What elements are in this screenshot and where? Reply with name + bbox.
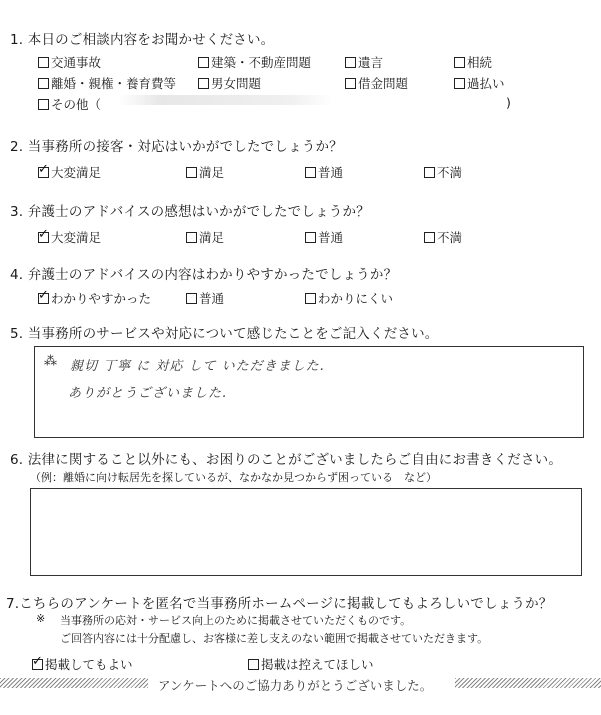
checkbox[interactable] bbox=[198, 57, 209, 68]
q5-answer-line-1: 親切 丁寧 に 対応 して いただきました. bbox=[70, 359, 325, 374]
q1-option-other[interactable]: その他（ bbox=[38, 95, 101, 113]
q7-note-mark: ※ bbox=[36, 612, 46, 625]
q1-other-close-paren: ) bbox=[506, 95, 511, 110]
q4-option-hard[interactable]: わかりにくい bbox=[305, 289, 393, 307]
checkbox[interactable] bbox=[305, 293, 316, 304]
q1-option-will[interactable]: 遺言 bbox=[345, 53, 383, 71]
q3-option-satisfied[interactable]: 満足 bbox=[186, 228, 224, 246]
checkbox[interactable] bbox=[38, 57, 49, 68]
checkbox[interactable] bbox=[38, 99, 49, 110]
checkbox[interactable] bbox=[424, 232, 435, 243]
checkbox-checked[interactable] bbox=[38, 161, 49, 178]
q3-option-dissatisfied[interactable]: 不満 bbox=[424, 228, 462, 246]
q7-option-ok[interactable]: ✓ 掲載してもよい bbox=[32, 653, 133, 672]
q2-option-dissatisfied[interactable]: 不満 bbox=[424, 163, 462, 181]
q4-option-easy[interactable]: ✓ わかりやすかった bbox=[38, 287, 152, 306]
q4-title: 4. 弁護士のアドバイスの内容はわかりやすかったでしょうか？ bbox=[10, 267, 398, 283]
q3-option-very-satisfied[interactable]: ✓ 大変満足 bbox=[38, 226, 102, 245]
checkbox[interactable] bbox=[454, 78, 465, 89]
checkbox[interactable] bbox=[38, 78, 49, 89]
q5-answer-mark bbox=[44, 354, 58, 369]
q7-note-1: 当事務所の応対・サービス向上のために掲載させていただくものです。 bbox=[60, 614, 412, 627]
q2-option-normal[interactable]: 普通 bbox=[305, 163, 343, 181]
checkbox[interactable] bbox=[186, 167, 197, 178]
checkbox[interactable] bbox=[305, 167, 316, 178]
check-mark-icon: ✓ bbox=[38, 226, 49, 242]
q2-option-satisfied[interactable]: 満足 bbox=[186, 163, 224, 181]
closing-message: アンケートへのご協力ありがとうございました。 bbox=[158, 678, 433, 693]
q1-title: 1. 本日のご相談内容をお聞かせください。 bbox=[10, 32, 275, 48]
q5-answer-line-2: ありがとうございました. bbox=[68, 386, 228, 401]
q6-example: （例：離婚に向け転居先を探しているが、なかなか見つからず困っている など） bbox=[30, 471, 437, 484]
q1-option-real-estate[interactable]: 建築・不動産問題 bbox=[198, 53, 311, 71]
q7-option-decline[interactable]: 掲載は控えてほしい bbox=[248, 655, 374, 673]
q1-option-debt[interactable]: 借金問題 bbox=[345, 74, 408, 92]
check-mark-icon: ✓ bbox=[38, 161, 49, 177]
checkbox[interactable] bbox=[345, 78, 356, 89]
checkbox-checked[interactable] bbox=[32, 653, 43, 670]
q1-option-traffic[interactable]: 交通事故 bbox=[38, 53, 101, 71]
redacted-area bbox=[118, 95, 333, 105]
checkbox[interactable] bbox=[345, 57, 356, 68]
q1-option-overpayment[interactable]: 過払い bbox=[454, 74, 505, 92]
asterism-icon: ⁂ bbox=[44, 354, 58, 369]
footer-hatch-left bbox=[0, 678, 148, 688]
q7-title: 7.こちらのアンケートを匿名で当事務所ホームページに掲載してもよろしいでしょうか？ bbox=[6, 596, 553, 612]
q5-title: 5. 当事務所のサービスや対応について感じたことをご記入ください。 bbox=[10, 326, 439, 342]
checkbox[interactable] bbox=[186, 232, 197, 243]
checkbox[interactable] bbox=[198, 78, 209, 89]
checkbox-checked[interactable] bbox=[38, 226, 49, 243]
check-mark-icon: ✓ bbox=[32, 653, 43, 669]
q7-note-2: ご回答内容には十分配慮し、お客様に差し支えのない範囲で掲載させていただきます。 bbox=[60, 632, 489, 645]
footer-hatch-right bbox=[455, 678, 601, 688]
checkbox-checked[interactable] bbox=[38, 287, 49, 304]
check-mark-icon: ✓ bbox=[38, 287, 49, 303]
q3-option-normal[interactable]: 普通 bbox=[305, 228, 343, 246]
q1-option-inheritance[interactable]: 相続 bbox=[454, 53, 492, 71]
checkbox[interactable] bbox=[248, 659, 259, 670]
checkbox[interactable] bbox=[424, 167, 435, 178]
checkbox[interactable] bbox=[305, 232, 316, 243]
q1-option-divorce[interactable]: 離婚・親権・養育費等 bbox=[38, 74, 176, 92]
q2-title: 2. 当事務所の接客・対応はいかがでしたでしょうか？ bbox=[10, 139, 343, 155]
q6-answer-box[interactable] bbox=[30, 488, 582, 576]
checkbox[interactable] bbox=[186, 293, 197, 304]
checkbox[interactable] bbox=[454, 57, 465, 68]
q1-option-relationship[interactable]: 男女問題 bbox=[198, 74, 261, 92]
q2-option-very-satisfied[interactable]: ✓ 大変満足 bbox=[38, 161, 102, 180]
q6-title: 6. 法律に関すること以外にも、お困りのことがございましたらご自由にお書きください。 bbox=[10, 452, 563, 468]
q3-title: 3. 弁護士のアドバイスの感想はいかがでしたでしょうか？ bbox=[10, 204, 370, 220]
q4-option-normal[interactable]: 普通 bbox=[186, 289, 224, 307]
